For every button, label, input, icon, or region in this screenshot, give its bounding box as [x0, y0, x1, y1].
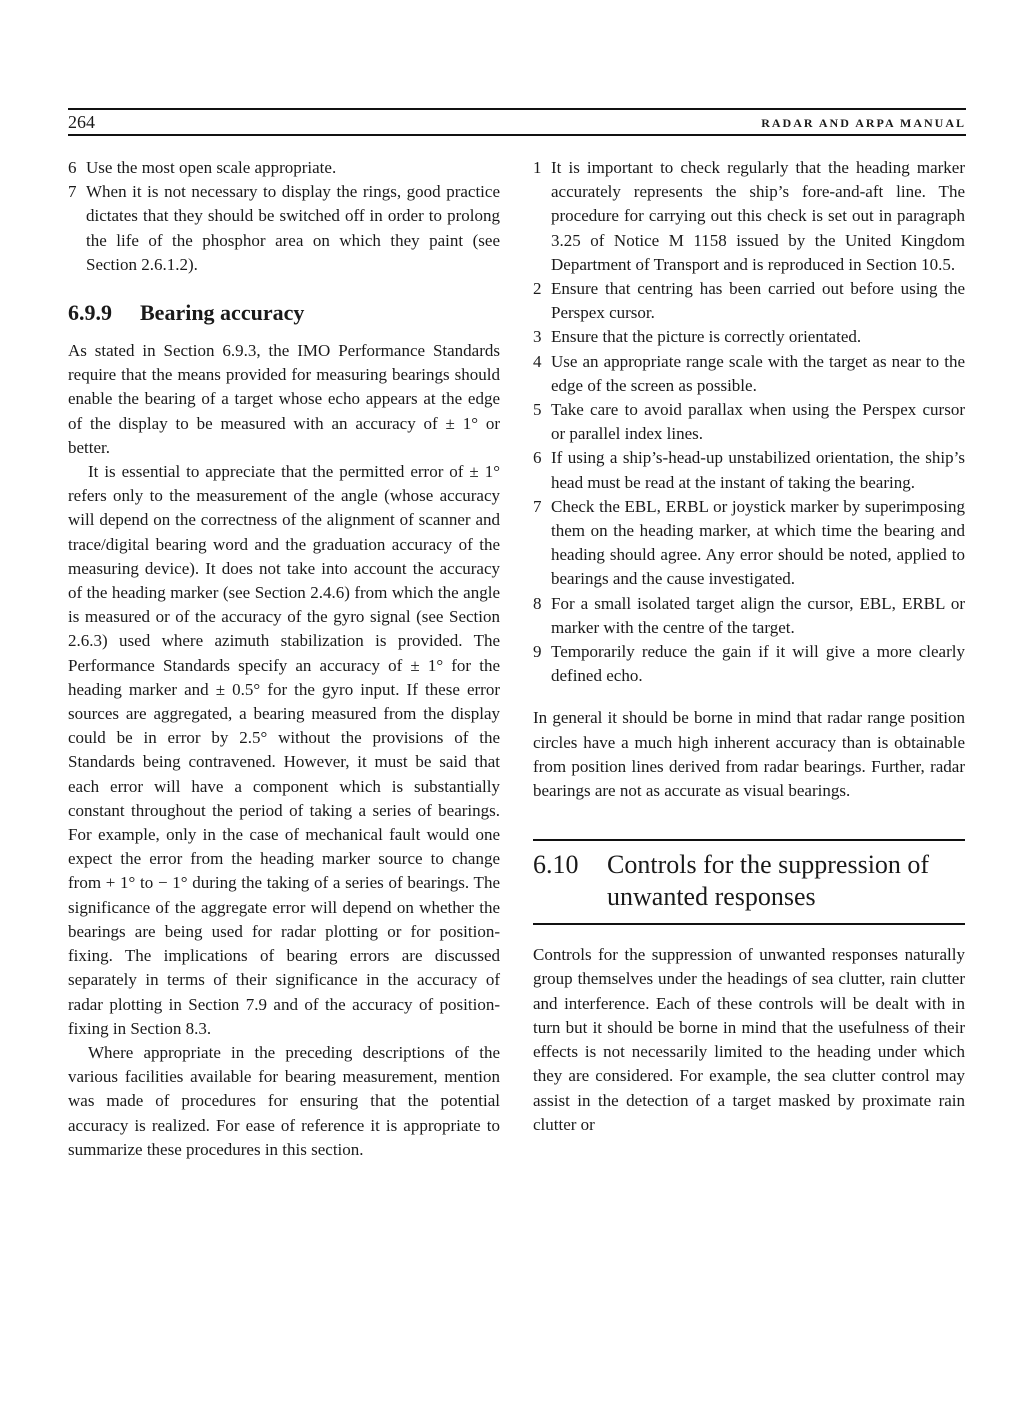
list-item-number: 7 [68, 182, 77, 202]
list-item-number: 8 [533, 593, 542, 613]
list-item-text: Ensure that centring has been carried out before using the Perspex cursor. [551, 279, 965, 323]
list-item-number: 9 [533, 642, 542, 662]
list-item-text: For a small isolated target align the cursor, EBL, ERBL or marker with the centre of the target. [551, 593, 965, 637]
list-item-text: Ensure that the picture is correctly orientated. [551, 327, 862, 347]
list-item [533, 325, 965, 349]
running-title: RADAR AND ARPA MANUAL [761, 116, 966, 130]
spacer [533, 688, 965, 706]
section-number: 6.10 [533, 850, 579, 880]
list-item [533, 592, 965, 640]
section-heading-row [533, 849, 965, 913]
list-item [533, 640, 965, 688]
header-bottom-rule [68, 134, 966, 136]
list-item [533, 277, 965, 325]
list-item-text: If using a ship’s-head-up unstabilized orientation, the ship’s head must be read at the instant of taking the bearing. [551, 448, 965, 492]
list-item [68, 180, 500, 277]
list-item-number: 6 [533, 448, 542, 468]
list-item-text: Temporarily reduce the gain if it will give a more clearly defined echo. [551, 642, 965, 686]
list-item-number: 5 [533, 400, 542, 420]
list-item [533, 350, 965, 398]
section-heading-6-10 [533, 839, 965, 925]
spacer [533, 925, 965, 943]
list-item [533, 398, 965, 446]
list-item [533, 156, 965, 277]
list-item-number: 1 [533, 158, 542, 177]
list-item [533, 446, 965, 494]
paragraph: Where appropriate in the preceding descriptions of the various facilities available for bearing measurement, mention was made of procedures for ensuring that the potential accuracy is realized. For ease of reference it is appropriate to summarize these procedures in this section. [68, 1042, 500, 1159]
header-top-rule [68, 108, 966, 110]
section-heading-6-9-9 [68, 299, 500, 327]
summary-paragraph: In general it should be borne in mind that radar range position circles have a much high inherent accuracy than is obtainable from position lines derived from radar bearings. Further, radar bearings are not as accurate as visual bearings. [533, 708, 965, 801]
list-item-number: 4 [533, 351, 542, 371]
section-title: Bearing accuracy [140, 300, 305, 326]
right-column [533, 156, 965, 1137]
section-number: 6.9.9 [68, 300, 112, 326]
list-item-text: Check the EBL, ERBL or joystick marker by superimposing them on the heading marker, at which time the bearing and heading should agree. Any error should be noted, applied to bearings and the cause investigated. [551, 496, 965, 589]
list-item-text: Use the most open scale appropriate. [86, 158, 337, 177]
list-item-number: 2 [533, 279, 542, 299]
list-item-text: It is important to check regularly that the heading marker accurately represents the ship’s fore-and-aft line. The procedure for carrying out this check is set out in paragraph 3.25 of Notice M 1158 issued by the United Kingdom Department of Transport and is reproduced in Section 10.5. [551, 158, 965, 274]
list-item-text: Use an appropriate range scale with the target as near to the edge of the screen as possible. [551, 351, 965, 395]
list-item-text: Take care to avoid parallax when using the Perspex cursor or parallel index lines. [551, 400, 965, 444]
section-title: Controls for the suppression of unwanted responses [607, 850, 930, 912]
page-number: 264 [68, 112, 95, 132]
left-column [68, 156, 500, 1162]
list-item [68, 156, 500, 180]
list-item-number: 3 [533, 327, 542, 347]
list-item-number: 6 [68, 158, 77, 177]
section-paragraph: Controls for the suppression of unwanted responses naturally group themselves under the headings of sea clutter, rain clutter and interference. Each of these controls will be dealt with in turn but it should be borne in mind that the usefulness of their effects is not necessarily limited to the heading under which they are considered. For example, the sea clutter control may assist in the detection of a target masked by proximate rain clutter or [533, 945, 965, 1134]
list-item-text: When it is not necessary to display the rings, good practice dictates that they should be switched off in order to prolong the life of the phosphor area on which they paint (see Section 2.6.1.2). [86, 182, 500, 274]
paragraph: As stated in Section 6.9.3, the IMO Performance Standards require that the means provided for measuring bearings should enable the bearing of a target whose echo appears at the edge of the display to be measured with an accuracy of ± 1° or better. [68, 341, 500, 457]
list-item-number: 7 [533, 496, 542, 516]
paragraph: It is essential to appreciate that the permitted error of ± 1° refers only to the measurement of the angle (whose accuracy will depend on the correctness of the alignment of scanner and trace/digital bearing word and the graduation accuracy of the measuring device). It does not take into account the accuracy of the heading marker (see Section 2.4.6) from which the angle is measured or of the accuracy of the gyro signal (see Section 2.6.3) used where azimuth stabilization is provided. The Performance Standards specify an accuracy of ± 1° for the heading marker and ± 0.5° for the gyro input. If these error sources are aggregated, a bearing measured from the display could be in error by 2.5° without the provisions of the Standards being contravened. However, it must be said that each error will have a component which is substantially constant throughout the period of taking a series of bearings. For example, only in the case of mechanical fault would one expect the error from the heading marker source to change from + 1° to − 1° during the taking of a series of bearings. The significance of the aggregate error will depend on whether the bearings are being used for radar plotting or for position-fixing. The implications of bearing errors are discussed separately in terms of their significance in the accuracy of radar plotting in Section 7.9 and of the accuracy of position-fixing in Section 8.3. [68, 462, 500, 1038]
list-item [533, 495, 965, 592]
